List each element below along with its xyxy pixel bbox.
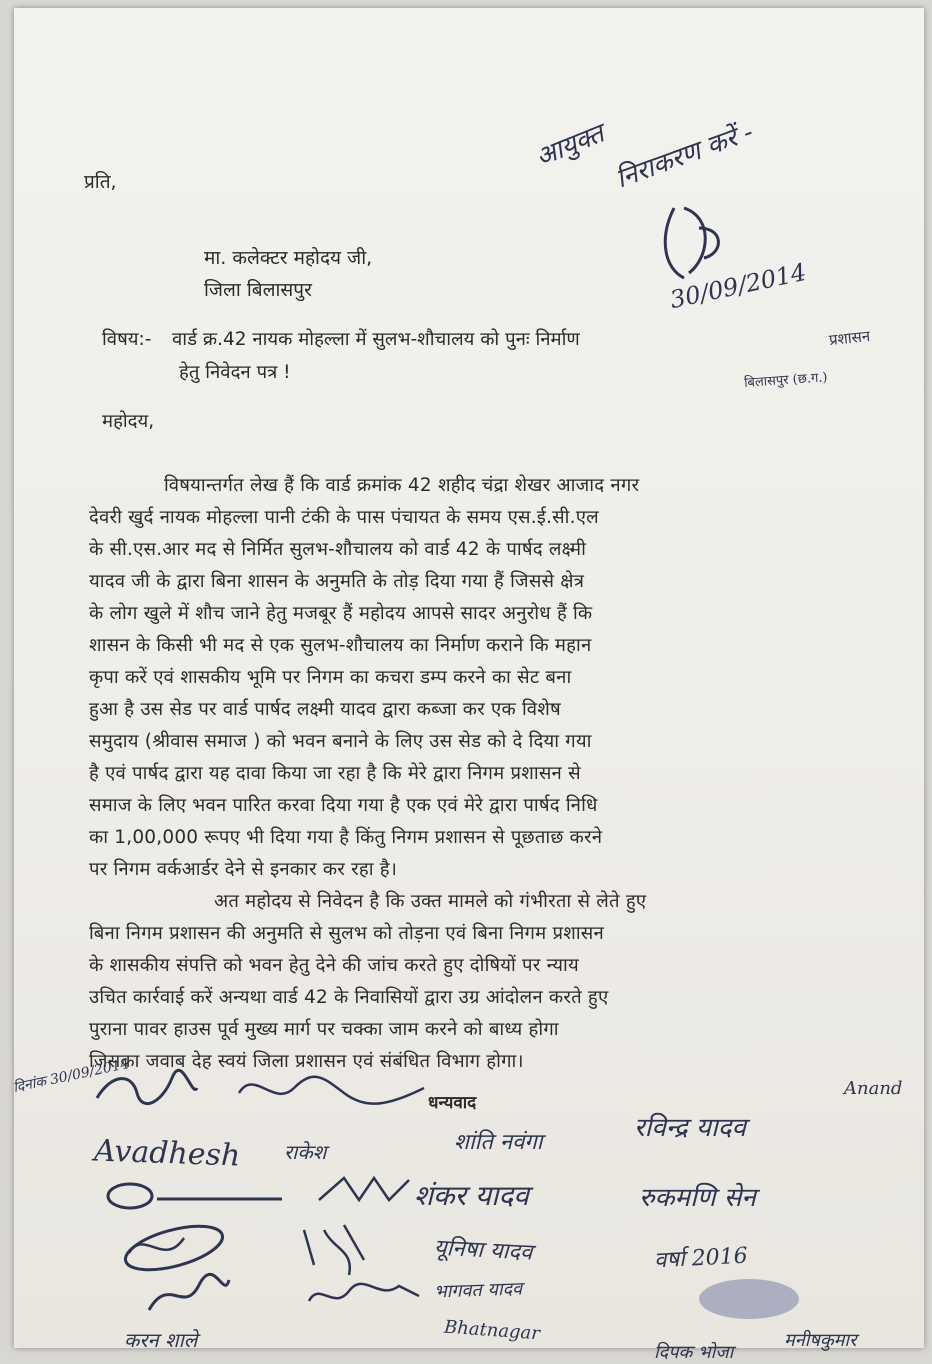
scribble-signature — [92, 1068, 202, 1108]
scribble-signature — [234, 1068, 434, 1118]
scribble-signature — [102, 1174, 292, 1214]
body-line: है एवं पार्षद द्वारा यह दावा किया जा रहा है कि मेरे द्वारा निगम प्रशासन से — [89, 763, 581, 784]
body-line: उचित कार्रवाई करें अन्यथा वार्ड 42 के निवासियों द्वारा उग्र आंदोलन करते हुए — [89, 987, 609, 1008]
closing-dhanyavad: धन्यवाद — [428, 1093, 477, 1113]
scribble-signature — [114, 1218, 244, 1278]
signature: रविन्द्र यादव — [634, 1113, 747, 1143]
signature: शांति नवंगा — [454, 1130, 543, 1155]
signature: रुकमणि सेन — [639, 1183, 756, 1213]
body-line: शासन के किसी भी मद से एक सुलभ-शौचालय का निर्माण कराने कि महान — [89, 635, 592, 656]
addressee-line2: जिला बिलासपुर — [204, 279, 312, 301]
signature: राकेश — [284, 1140, 327, 1164]
subject-label: विषय:- — [102, 329, 152, 350]
body-line: समाज के लिए भवन पारित करवा दिया गया है एक एवं मेरे द्वारा पार्षद निधि — [89, 795, 598, 816]
signature: मनीषकुमार — [784, 1330, 857, 1351]
signature: यूनिषा यादव — [433, 1235, 533, 1266]
subject-line2: हेतु निवेदन पत्र ! — [179, 362, 291, 383]
signature: दिपक भोजा — [654, 1342, 734, 1363]
prati-label: प्रति, — [84, 171, 117, 193]
signature: Avadhesh — [93, 1133, 241, 1174]
ink-stamp — [694, 1274, 804, 1324]
annotation-line1: आयुक्त — [531, 118, 609, 173]
body-line: यादव जी के द्वारा बिना शासन के अनुमति के तोड़ दिया गया हैं जिससे क्षेत्र — [89, 571, 585, 592]
margin-date-note: दिनांक 30/09/2014 — [11, 1055, 131, 1097]
body-line: अत महोदय से निवेदन है कि उक्त मामले को गंभीरता से लेते हुए — [214, 891, 647, 912]
addressee-line1: मा. कलेक्टर महोदय जी, — [204, 247, 373, 269]
subject-line1: वार्ड क्र.42 नायक मोहल्ला में सुलभ-शौचालय को पुनः निर्माण — [172, 329, 580, 350]
signature: भागवत यादव — [433, 1278, 523, 1303]
body-line: समुदाय (श्रीवास समाज ) को भवन बनाने के लिए उस सेड को दे दिया गया — [89, 731, 592, 752]
scribble-signature — [304, 1276, 424, 1316]
letter-page — [11, 8, 924, 1363]
signature: वर्षा 2016 — [653, 1243, 749, 1274]
body-line: विषयान्तर्गत लेख हैं कि वार्ड क्रमांक 42 शहीद चंद्रा शेखर आजाद नगर — [164, 475, 640, 496]
annotation-date: 30/09/2014 — [667, 257, 809, 315]
scribble-signature — [314, 1170, 414, 1210]
body-line: पर निगम वर्कआर्डर देने से इनकार कर रहा है। — [89, 859, 398, 880]
body-line: हुआ है उस सेड पर वार्ड पार्षद लक्ष्मी यादव द्वारा कब्जा कर एक विशेष — [89, 699, 561, 720]
annotation-line2: निराकरण करें - — [611, 117, 758, 195]
body-line: पुराना पावर हाउस पूर्व मुख्य मार्ग पर चक्का जाम करने को बाध्य होगा — [89, 1019, 559, 1040]
body-line: कृपा करें एवं शासकीय भूमि पर निगम का कचरा डम्प करने का सेट बना — [89, 667, 572, 688]
salutation: महोदय, — [102, 411, 155, 432]
body-line: के लोग खुले में शौच जाने हेतु मजबूर हैं महोदय आपसे सादर अनुरोध हैं कि — [89, 603, 593, 624]
scribble-signature — [294, 1220, 374, 1280]
body-line: बिना निगम प्रशासन की अनुमति से सुलभ को तोड़ना एवं बिना निगम प्रशासन — [89, 923, 604, 944]
body-line: देवरी खुर्द नायक मोहल्ला पानी टंकी के पास पंचायत के समय एस.ई.सी.एल — [89, 507, 599, 528]
signature: करन शाले — [124, 1328, 198, 1352]
signature: शंकर यादव — [414, 1179, 529, 1212]
signature: Anand — [844, 1078, 903, 1099]
body-line: के सी.एस.आर मद से निर्मित सुलभ-शौचालय को वार्ड 42 के पार्षद लक्ष्मी — [89, 539, 587, 560]
stamp-line1: प्रशासन — [828, 326, 871, 350]
body-line: के शासकीय संपत्ति को भवन हेतु देने की जांच करते हुए दोषियों पर न्याय — [89, 955, 579, 976]
signature: Bhatnagar — [443, 1316, 541, 1345]
scribble-signature — [144, 1270, 234, 1320]
body-line: का 1,00,000 रूपए भी दिया गया है किंतु निगम प्रशासन से पूछताछ करने — [89, 827, 603, 848]
stamp-line2: बिलासपुर (छ.ग.) — [743, 370, 828, 391]
body-line: जिसका जवाब देह स्वयं जिला प्रशासन एवं संबंधित विभाग होगा। — [89, 1051, 524, 1072]
